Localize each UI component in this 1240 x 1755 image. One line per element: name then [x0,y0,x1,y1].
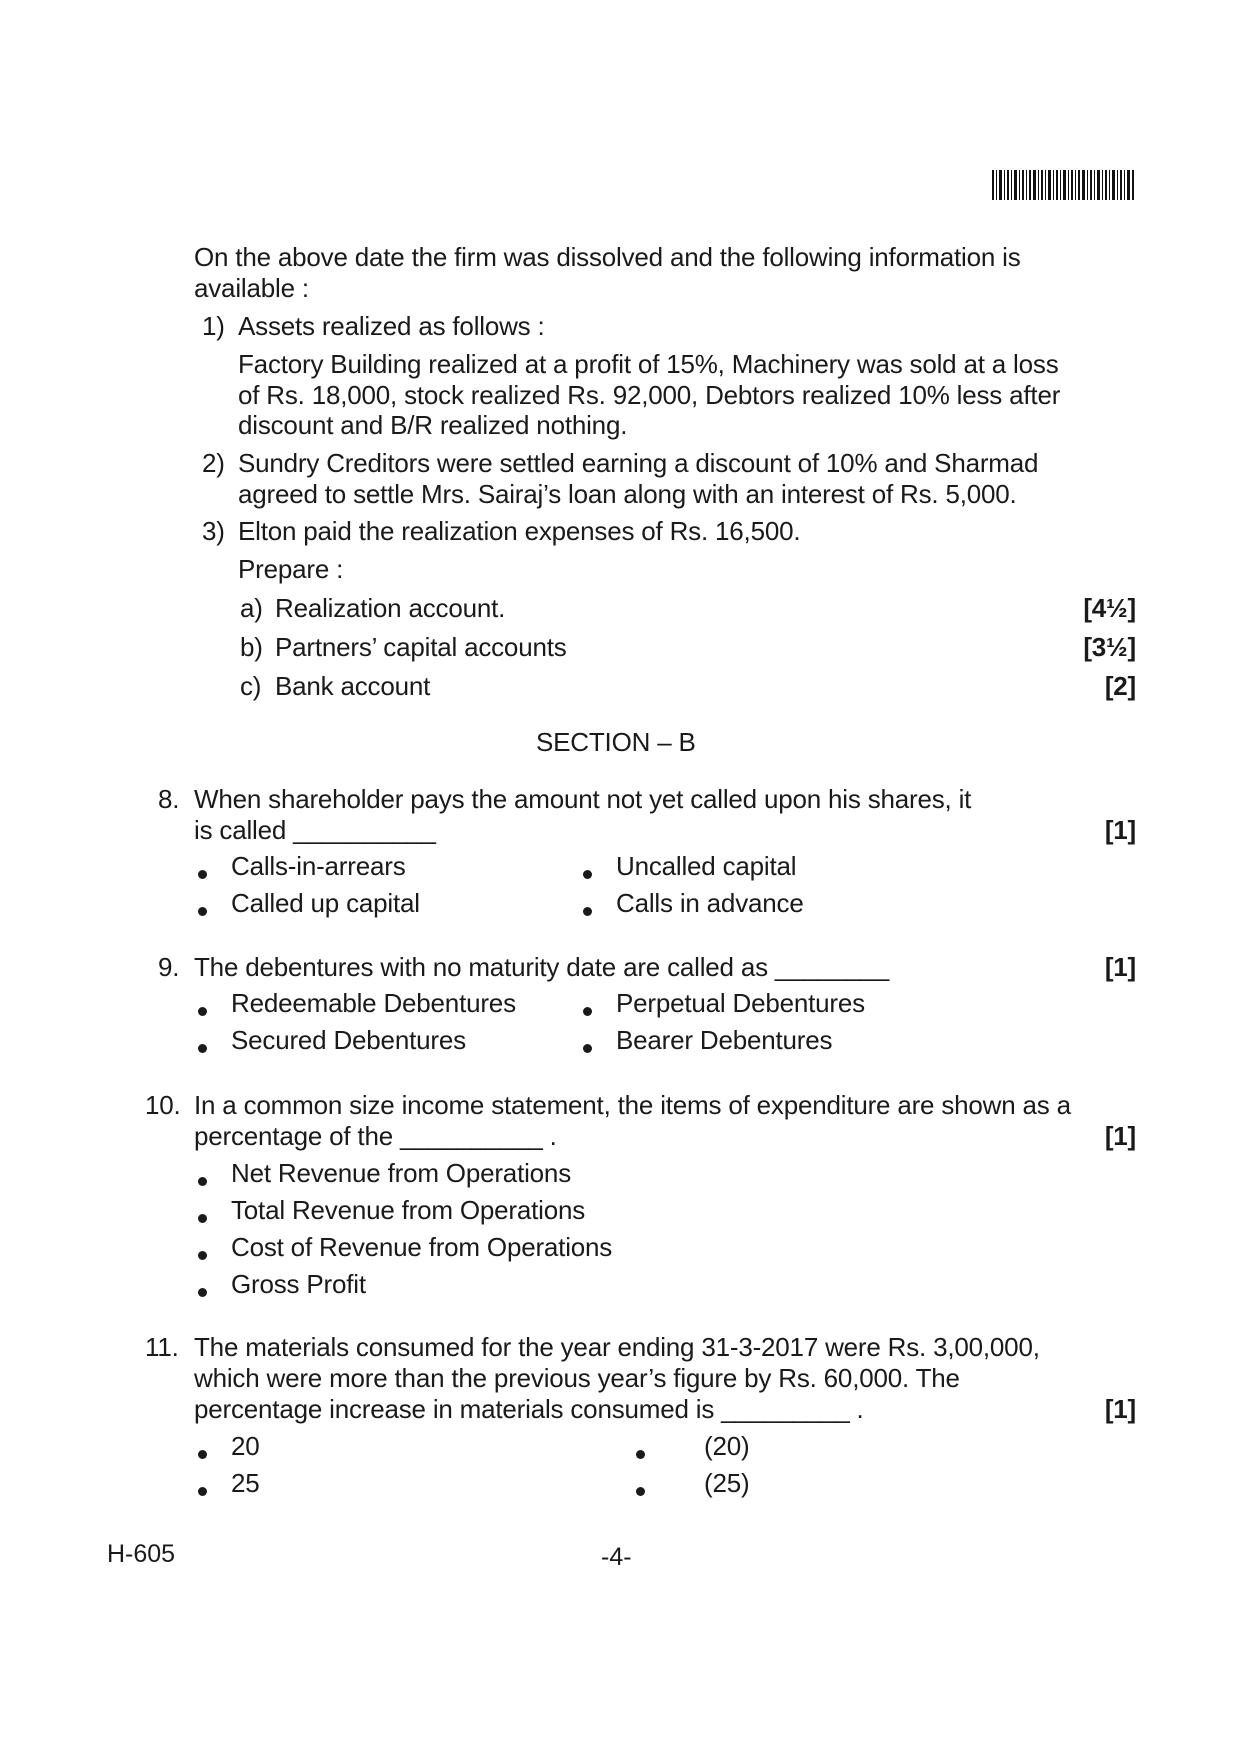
item-line: Elton paid the realization expenses of Rs. 16,500. [238,516,801,546]
section-title: SECTION – B [536,727,696,757]
bullet-icon [636,1487,645,1496]
bullet-icon [583,907,592,916]
option: 20 [231,1431,260,1461]
question-line: The materials consumed for the year ending 31-3-2017 were Rs. 3,00,000, [194,1332,1040,1362]
option: Secured Debentures [231,1025,466,1055]
prepare-label: Prepare : [238,554,344,584]
item-body-line: Factory Building realized at a profit of 15%, Machinery was sold at a loss [238,349,1059,379]
item-body-line: discount and B/R realized nothing. [238,410,628,440]
question-line: percentage of the __________ . [194,1121,557,1151]
intro-line-1: On the above date the firm was dissolved and the following information is [194,242,1021,272]
option: Cost of Revenue from Operations [231,1232,613,1262]
option: Perpetual Debentures [616,988,865,1018]
barcode-icon [992,170,1134,200]
part-letter: b) [240,632,263,662]
item-body-line: of Rs. 18,000, stock realized Rs. 92,000, Debtors realized 10% less after [238,380,1061,410]
option: Net Revenue from Operations [231,1158,571,1188]
part-letter: a) [240,593,263,623]
question-line: percentage increase in materials consumed is _________ . [194,1394,864,1424]
option: Redeemable Debentures [231,988,516,1018]
question-line: When shareholder pays the amount not yet called upon his shares, it [194,784,972,814]
question-number: 8. [158,784,180,814]
option: Called up capital [231,888,420,918]
item-number: 1) [202,311,225,341]
part-marks: [3½] [1083,632,1136,662]
question-number: 9. [158,952,180,982]
question-line: is called __________ [194,815,436,845]
part-letter: c) [240,671,262,701]
bullet-icon [198,1177,207,1186]
option: Gross Profit [231,1269,366,1299]
question-marks: [1] [1104,815,1136,845]
bullet-icon [198,1214,207,1223]
question-line: In a common size income statement, the items of expenditure are shown as a [194,1090,1071,1120]
bullet-icon [636,1450,645,1459]
bullet-icon [198,907,207,916]
part-text: Realization account. [275,593,506,623]
item-title: Assets realized as follows : [238,311,545,341]
intro-line-2: available : [194,273,309,303]
bullet-icon [198,1288,207,1297]
bullet-icon [198,1044,207,1053]
bullet-icon [198,1487,207,1496]
item-line: agreed to settle Mrs. Sairaj’s loan along with an interest of Rs. 5,000. [238,479,1017,509]
bullet-icon [198,1251,207,1260]
part-marks: [2] [1104,671,1136,701]
option: Total Revenue from Operations [231,1195,586,1225]
bullet-icon [583,1044,592,1053]
bullet-icon [198,870,207,879]
question-marks: [1] [1104,952,1136,982]
question-number: 11. [145,1332,179,1362]
option: Calls in advance [616,888,804,918]
option: (25) [704,1468,750,1498]
part-text: Bank account [275,671,431,701]
option: Bearer Debentures [616,1025,833,1055]
part-marks: [4½] [1083,593,1136,623]
item-number: 3) [202,516,225,546]
bullet-icon [198,1007,207,1016]
item-line: Sundry Creditors were settled earning a discount of 10% and Sharmad [238,448,1039,478]
question-number: 10. [145,1090,181,1120]
bullet-icon [583,870,592,879]
option: 25 [231,1468,260,1498]
item-number: 2) [202,448,225,478]
bullet-icon [583,1007,592,1016]
option: Uncalled capital [616,851,797,881]
question-line: The debentures with no maturity date are called as ________ [194,952,889,982]
question-marks: [1] [1104,1394,1136,1424]
option: Calls-in-arrears [231,851,406,881]
paper-code: H-605 [107,1540,176,1568]
option: (20) [704,1431,750,1461]
part-text: Partners’ capital accounts [275,632,567,662]
page-number: -4- [601,1543,632,1571]
question-line: which were more than the previous year’s figure by Rs. 60,000. The [194,1363,960,1393]
bullet-icon [198,1450,207,1459]
question-marks: [1] [1104,1121,1136,1151]
